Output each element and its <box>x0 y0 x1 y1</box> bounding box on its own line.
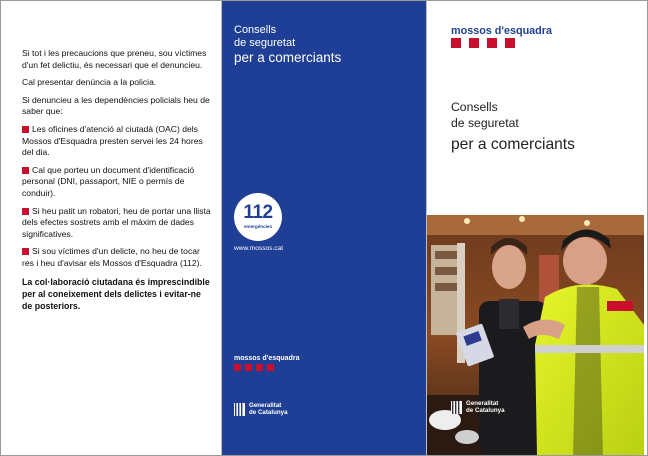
middle-subtitle: per a comerciants <box>234 50 342 65</box>
bullet-item: Cal que porteu un document d'identificació personal (DNI, passaport, NIE o permís de conduir). <box>22 164 195 198</box>
website-link[interactable]: www.mossos.cat <box>234 245 284 252</box>
generalitat-logo: Generalitat de Catalunya <box>451 400 505 414</box>
police-stations-intro: Si denuncieu a les dependències policials heu de saber que: <box>22 94 210 117</box>
bullet-item: Les oficines d'atenció al ciutadà (OAC) dels Mossos d'Esquadra presten servei les 24 hores del dia. <box>22 123 203 158</box>
bullet-item: Si sou víctimes d'un delicte, no heu de tocar res i heu d'avisar els Mossos d'Esquadra (112). <box>22 246 202 268</box>
middle-title: Consells de seguretat <box>234 24 296 49</box>
brand-name: mossos d'esquadra <box>234 355 300 362</box>
bullet-item: Si heu patit un robatori, heu de portar una llista dels efectes sostrets amb el màxim de dades significatives. <box>22 205 211 239</box>
cover-subtitle: per a comerciants <box>451 136 575 153</box>
intro-paragraph: Si tot i les precaucions que preneu, sou víctimes d'un fet delictiu, és necessari que el denuncieu. <box>22 48 207 70</box>
emergency-caption: emergències <box>243 224 273 229</box>
report-instruction: Cal presentar denúncia a la policia. <box>22 77 157 88</box>
generalitat-logo: Generalitat de Catalunya <box>234 402 288 416</box>
cover-title: Consells de seguretat <box>451 100 519 130</box>
emergency-number: 112 <box>243 202 273 223</box>
brand-logo: mossos d'esquadra <box>451 25 552 37</box>
collaboration-note: La col·laboració ciutadana és imprescindible per al coneixement dels delictes i evitar-ne de posteriors. <box>22 276 210 311</box>
